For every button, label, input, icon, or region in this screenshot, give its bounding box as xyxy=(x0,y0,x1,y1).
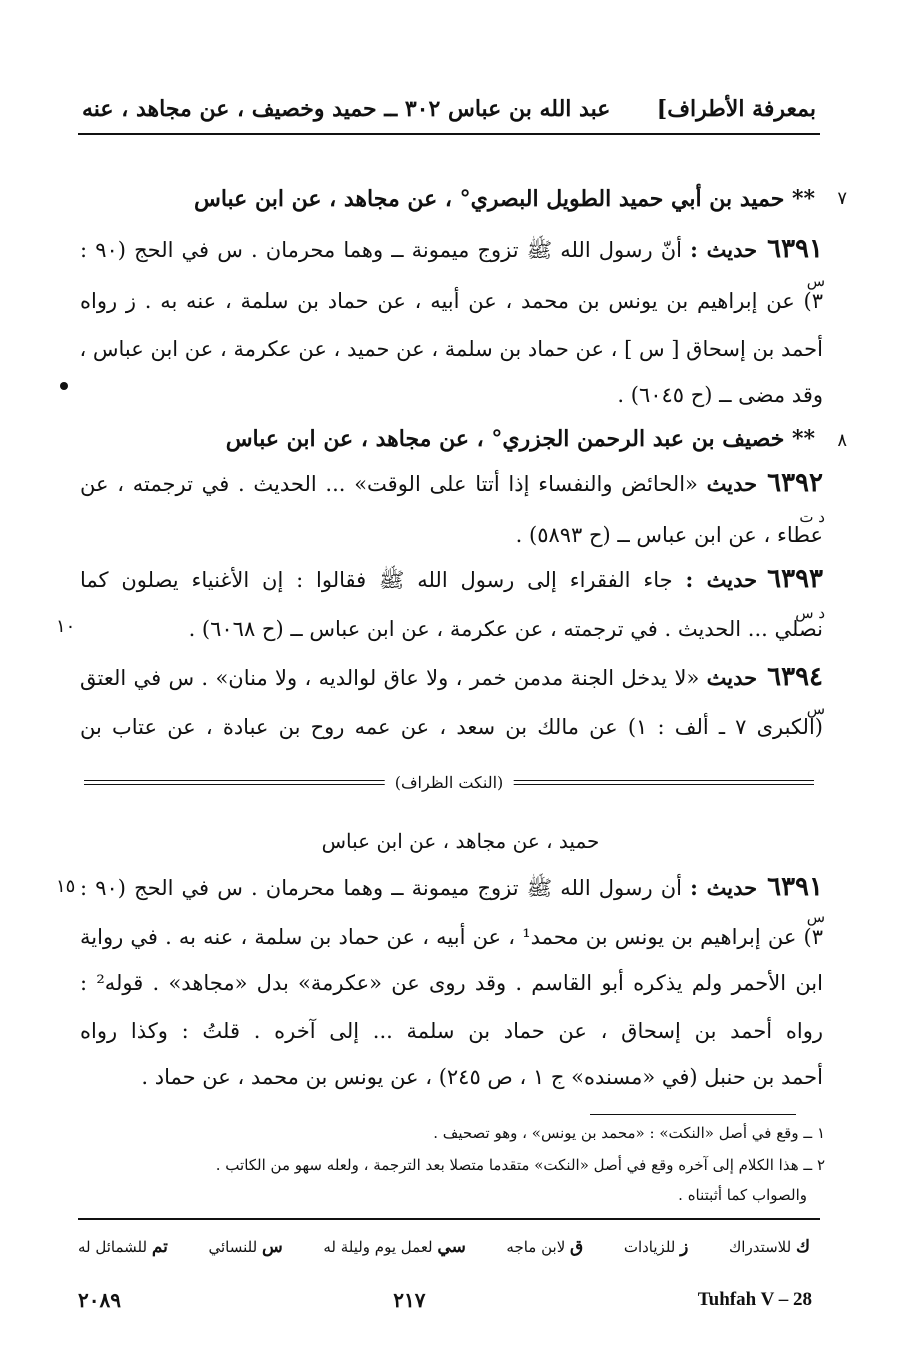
siglum-6391: س xyxy=(806,272,825,290)
signature-mark: Tuhfah V – 28 xyxy=(697,1289,812,1310)
sigla-rule xyxy=(78,1218,820,1220)
hadith-6392-line-1: ٦٣٩٢حديث «الحائض والنفساء إذا أتتا على الوقت» ... الحديث . في ترجمته ، عن xyxy=(80,468,823,498)
hadith-number: ٦٣٩١ xyxy=(767,872,823,902)
sigla-item: س للنسائي xyxy=(208,1237,283,1257)
hadith-6394-line-2: (الكبرى ٧ ـ ألف : ١) عن مالك بن سعد ، عن عمه روح بن عبادة ، عن عتاب بن xyxy=(80,715,823,739)
hadith-number: ٦٣٩١ xyxy=(767,234,823,264)
hadith-number: ٦٣٩٤ xyxy=(767,662,823,692)
nukat-subheading: حميد ، عن مجاهد ، عن ابن عباس xyxy=(321,829,600,853)
hadith-number: ٦٣٩٣ xyxy=(767,564,823,594)
entry-number-7: ٧ xyxy=(837,188,847,209)
footnote-2: ٢ ــ هذا الكلام إلى آخره وقع في أصل «النكت» متقدما متصلا بعد الترجمة ، ولعله سهو من الكاتب . xyxy=(215,1156,825,1174)
sigla-item: تم للشمائل له xyxy=(78,1237,168,1257)
sigla-item: ز للزيادات xyxy=(623,1237,689,1257)
running-head-center: عبد الله بن عباس ٣٠٢ ــ حميد وخصيف ، عن مجاهد ، عنه xyxy=(82,96,611,122)
entry-heading-8: ** خصيف بن عبد الرحمن الجزري° ، عن مجاهد ، عن ابن عباس xyxy=(225,426,815,452)
nukat-line-2: ٣) عن إبراهيم بن يونس بن محمد¹ ، عن أبيه ، عن حماد بن سلمة ، عنه به . في رواية xyxy=(80,925,823,949)
nukat-line-4: رواه أحمد بن إسحاق ، عن حماد بن سلمة ... إلى آخره . قلتُ : وكذا رواه xyxy=(80,1019,823,1043)
entry-heading-7: ** حميد بن أبي حميد الطويل البصري° ، عن مجاهد ، عن ابن عباس xyxy=(193,186,815,212)
margin-dot xyxy=(60,382,68,390)
hadith-6394-line-1: ٦٣٩٤حديث «لا يدخل الجنة مدمن خمر ، ولا عاق لوالديه ، ولا منان» . س في العتق xyxy=(80,662,823,692)
nukat-line-5: أحمد بن حنبل (في «مسنده» ج ١ ، ص ٢٤٥) ، عن يونس بن محمد ، عن حماد . xyxy=(141,1065,823,1089)
hadith-6392-line-2: عطاء ، عن ابن عباس ــ (ح ٥٨٩٣) . xyxy=(515,523,823,547)
footnote-rule xyxy=(590,1114,796,1115)
entry-number-8: ٨ xyxy=(837,430,847,451)
page-footer xyxy=(78,1286,812,1314)
footnote-2-cont: والصواب كما أثبتناه . xyxy=(678,1186,807,1204)
hadith-6391-line-2: ٣) عن إبراهيم بن يونس بن محمد ، عن أبيه ، عن حماد بن سلمة ، عنه به . ز رواه xyxy=(80,289,823,313)
hadith-6391-line-4: وقد مضى ــ (ح ٦٠٤٥) . xyxy=(617,383,823,407)
line-number-15: ١٥ xyxy=(56,876,76,897)
hadith-6391-line-1: ٦٣٩١حديث : أنّ رسول الله ﷺ تزوج ميمونة ــ وهما محرمان . س في الحج (٩٠ : xyxy=(80,234,823,264)
hadith-6393-line-1: ٦٣٩٣حديث : جاء الفقراء إلى رسول الله ﷺ فقالوا : إن الأغنياء يصلون كما xyxy=(80,564,823,594)
sigla-item: ق لابن ماجه xyxy=(506,1237,584,1257)
page-number: ٢١٧ xyxy=(393,1288,426,1312)
siglum-6392: د ت xyxy=(799,508,825,526)
hadith-number: ٦٣٩٢ xyxy=(767,468,823,498)
running-head xyxy=(82,92,816,126)
header-rule xyxy=(78,133,820,135)
sigla-key xyxy=(78,1232,810,1262)
hadith-6393-line-2: نصلي ... الحديث . في ترجمته ، عن عكرمة ، عن ابن عباس ــ (ح ٦٠٦٨) . xyxy=(188,617,823,641)
hadith-6391-line-3: أحمد بن إسحاق [ س ] ، عن حماد بن سلمة ، عن حميد ، عن عكرمة ، عن ابن عباس ، xyxy=(79,337,823,361)
volume-page-number: ٢٠٨٩ xyxy=(78,1288,121,1312)
line-number-10: ١٠ xyxy=(56,616,76,637)
sigla-item: ك للاستدراك xyxy=(728,1237,810,1257)
nukat-divider xyxy=(84,772,814,794)
nukat-line-1: ٦٣٩١حديث : أن رسول الله ﷺ تزوج ميمونة ــ وهما محرمان . س في الحج (٩٠ : xyxy=(80,872,823,902)
siglum-6394: س xyxy=(806,700,825,718)
nukat-label: (النكت الظراف) xyxy=(385,772,514,794)
footnote-1: ١ ــ وقع في أصل «النكت» : «محمد بن يونس» ، وهو تصحيف . xyxy=(433,1124,825,1142)
siglum-nukat: س xyxy=(806,908,825,926)
sigla-item: سي لعمل يوم وليلة له xyxy=(323,1237,466,1257)
siglum-6393: د س xyxy=(795,604,825,622)
running-head-right: بمعرفة الأطراف] xyxy=(656,96,816,122)
nukat-line-3: ابن الأحمر ولم يذكره أبو القاسم . وقد روى عن «عكرمة» بدل «مجاهد» . قوله² : xyxy=(80,971,823,995)
